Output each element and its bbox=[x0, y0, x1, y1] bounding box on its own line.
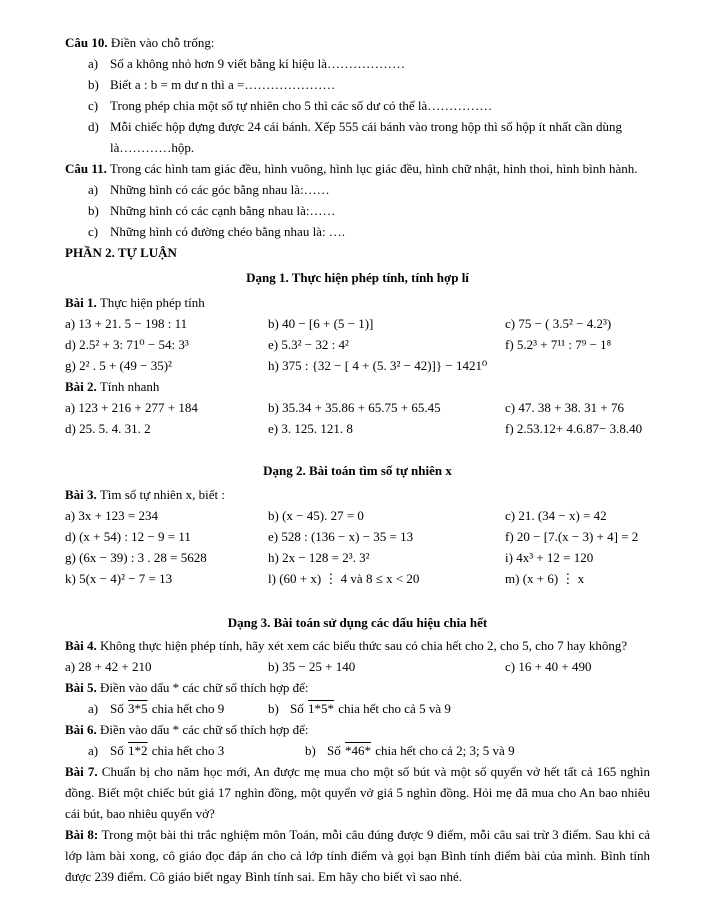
exercise-3-intro: Tìm số tự nhiên x, biết : bbox=[99, 487, 225, 502]
exercise-4-label: Bài 4. bbox=[65, 638, 97, 653]
starred-number: 1*5* bbox=[307, 701, 334, 716]
exercise-cell: e) 5.3² − 32 : 4² bbox=[268, 337, 349, 352]
exercise-5-heading bbox=[65, 677, 650, 698]
item-text: Những hình có các góc bằng nhau là:…… bbox=[110, 182, 330, 197]
item-text: Biết a : b = m dư n thì a =………………… bbox=[110, 77, 336, 92]
exercise-cell: a) 13 + 21. 5 − 198 : 11 bbox=[65, 316, 188, 331]
question-11-heading bbox=[65, 158, 650, 179]
item-marker: a) bbox=[88, 56, 99, 71]
starred-item bbox=[268, 698, 650, 719]
item-text: Số bbox=[327, 743, 344, 758]
item-text: chia hết cho cả 2; 3; 5 và 9 bbox=[371, 743, 515, 758]
word-problem-8 bbox=[65, 824, 650, 887]
item-text: chia hết cho 3 bbox=[148, 743, 225, 758]
exercise-cell: a) 123 + 216 + 277 + 184 bbox=[65, 400, 198, 415]
exercise-8-text: Trong một bài thi trắc nghiệm môn Toán, mỗi câu đúng được 9 điểm, mỗi câu sai trừ 3 điểm. Sau khi cả lớp làm bài xong, cô giáo đọc đáp án cho cả lớp tính điểm và gọi bạn Bình tính điểm bài của mình. Bình tính được 239 điểm. Cô giáo biết ngay Bình tính sai. Em hãy cho biết vì sao nhé. bbox=[65, 827, 650, 884]
exercise-cell: b) (x − 45). 27 = 0 bbox=[268, 508, 364, 523]
exercise-1-heading bbox=[65, 292, 650, 313]
item-marker: b) bbox=[268, 701, 279, 716]
item-marker: b) bbox=[305, 743, 316, 758]
exercise-cell: f) 5.2³ + 7¹¹ : 7⁹ − 1⁸ bbox=[505, 337, 612, 352]
section-2-title: PHẦN 2. TỰ LUẬN bbox=[65, 245, 177, 260]
exercise-row bbox=[65, 547, 650, 568]
item-marker: b) bbox=[88, 77, 99, 92]
question-10-heading bbox=[65, 32, 650, 53]
item-marker: a) bbox=[88, 701, 99, 716]
item-marker: c) bbox=[88, 224, 99, 239]
question-10-label: Câu 10. bbox=[65, 35, 108, 50]
exercise-cell: d) 25. 5. 4. 31. 2 bbox=[65, 421, 151, 436]
exercise-cell: b) 35.34 + 35.86 + 65.75 + 65.45 bbox=[268, 400, 441, 415]
item-text: Những hình có các cạnh bằng nhau là:…… bbox=[110, 203, 336, 218]
exercise-cell: c) 75 − ( 3.5² − 4.2³) bbox=[505, 316, 612, 331]
item-text: Số bbox=[290, 701, 307, 716]
exercise-cell: b) 35 − 25 + 140 bbox=[268, 659, 356, 674]
item-marker: a) bbox=[88, 182, 99, 197]
exercise-2-label: Bài 2. bbox=[65, 379, 97, 394]
exercise-cell bbox=[505, 355, 650, 376]
exercise-cell: g) 2² . 5 + (49 − 35)² bbox=[65, 358, 172, 373]
dang-1-heading: Dạng 1. Thực hiện phép tính, tính hợp lí bbox=[246, 270, 469, 285]
item-marker: b) bbox=[88, 203, 99, 218]
exercise-4-heading bbox=[65, 635, 650, 656]
exercise-cell: d) 2.5² + 3: 71⁰ − 54: 3³ bbox=[65, 337, 189, 352]
item-text: Những hình có đường chéo bằng nhau là: …. bbox=[110, 224, 346, 239]
exercise-cell: l) (60 + x) ⋮ 4 và 8 ≤ x < 20 bbox=[268, 571, 420, 586]
exercise-cell: h) 2x − 128 = 2³. 3² bbox=[268, 550, 370, 565]
starred-line bbox=[65, 740, 650, 761]
exercise-5-label: Bài 5. bbox=[65, 680, 97, 695]
exercise-cell: f) 20 − [7.(x − 3) + 4] = 2 bbox=[505, 529, 639, 544]
exercise-cell: f) 2.53.12+ 4.6.87− 3.8.40 bbox=[505, 421, 643, 436]
exercise-row bbox=[65, 418, 650, 439]
item-marker: a) bbox=[88, 743, 99, 758]
starred-number: *46* bbox=[344, 743, 371, 758]
exercise-cell: g) (6x − 39) : 3 . 28 = 5628 bbox=[65, 550, 207, 565]
exercise-6-label: Bài 6. bbox=[65, 722, 97, 737]
item-text: Trong phép chia một số tự nhiên cho 5 thì các số dư có thể là…………… bbox=[110, 98, 493, 113]
exercise-row bbox=[65, 526, 650, 547]
exercise-cell: a) 3x + 123 = 234 bbox=[65, 508, 159, 523]
exercise-cell: c) 47. 38 + 38. 31 + 76 bbox=[505, 400, 625, 415]
exercise-cell: c) 16 + 40 + 490 bbox=[505, 659, 592, 674]
starred-line bbox=[65, 698, 650, 719]
item-text: Số a không nhỏ hơn 9 viết bằng kí hiệu là……………… bbox=[110, 56, 406, 71]
exercise-row bbox=[65, 568, 650, 589]
exercise-row bbox=[65, 355, 650, 376]
exercise-5-intro: Điền vào dấu * các chữ số thích hợp để: bbox=[100, 680, 309, 695]
starred-item bbox=[88, 698, 268, 719]
exercise-2-heading bbox=[65, 376, 650, 397]
list-item bbox=[65, 179, 650, 200]
exercise-cell: e) 3. 125. 121. 8 bbox=[268, 421, 353, 436]
exercise-cell: k) 5(x − 4)² − 7 = 13 bbox=[65, 571, 173, 586]
exercise-2-intro: Tính nhanh bbox=[99, 379, 160, 394]
exercise-cell: e) 528 : (136 − x) − 35 = 13 bbox=[268, 529, 414, 544]
list-item bbox=[65, 116, 650, 158]
exercise-row bbox=[65, 505, 650, 526]
item-text: Mỗi chiếc hộp đựng được 24 cái bánh. Xếp 555 cái bánh vào trong hộp thì số hộp ít nhất cần dùng là…………hộp. bbox=[110, 119, 622, 155]
exercise-8-label: Bài 8: bbox=[65, 827, 99, 842]
exercise-row bbox=[65, 656, 650, 677]
exercise-cell: d) (x + 54) : 12 − 9 = 11 bbox=[65, 529, 191, 544]
starred-number: 1*2 bbox=[127, 743, 148, 758]
question-11-intro: Trong các hình tam giác đều, hình vuông, hình lục giác đều, hình chữ nhật, hình thoi, hình bình hành. bbox=[109, 161, 638, 176]
exercise-3-label: Bài 3. bbox=[65, 487, 97, 502]
item-marker: d) bbox=[88, 119, 99, 134]
item-text: chia hết cho cả 5 và 9 bbox=[334, 701, 451, 716]
list-item bbox=[65, 95, 650, 116]
starred-number: 3*5 bbox=[127, 701, 148, 716]
item-text: Số bbox=[110, 743, 127, 758]
question-10-intro: Điền vào chỗ trống: bbox=[110, 35, 215, 50]
starred-item bbox=[305, 740, 650, 761]
exercise-1-label: Bài 1. bbox=[65, 295, 97, 310]
list-item bbox=[65, 200, 650, 221]
exercise-cell: c) 21. (34 − x) = 42 bbox=[505, 508, 607, 523]
exercise-cell: i) 4x³ + 12 = 120 bbox=[505, 550, 594, 565]
exercise-1-intro: Thực hiện phép tính bbox=[99, 295, 205, 310]
exercise-row bbox=[65, 313, 650, 334]
list-item bbox=[65, 221, 650, 242]
exercise-3-heading bbox=[65, 484, 650, 505]
starred-item bbox=[88, 740, 305, 761]
word-problem-7 bbox=[65, 761, 650, 824]
exercise-row bbox=[65, 334, 650, 355]
item-text: Số bbox=[110, 701, 127, 716]
exercise-cell: h) 375 : {32 − [ 4 + (5. 3² − 42)]} − 1421⁰ bbox=[268, 358, 488, 373]
exercise-6-heading bbox=[65, 719, 650, 740]
item-marker: c) bbox=[88, 98, 99, 113]
dang-2-heading: Dạng 2. Bài toán tìm số tự nhiên x bbox=[263, 463, 452, 478]
exercise-cell: a) 28 + 42 + 210 bbox=[65, 659, 152, 674]
exercise-7-label: Bài 7. bbox=[65, 764, 98, 779]
exercise-cell: m) (x + 6) ⋮ x bbox=[505, 571, 585, 586]
list-item bbox=[65, 74, 650, 95]
exercise-4-intro: Không thực hiện phép tính, hãy xét xem các biểu thức sau có chia hết cho 2, cho 5, cho 7 hay không? bbox=[100, 638, 628, 653]
list-item bbox=[65, 53, 650, 74]
exercise-cell: b) 40 − [6 + (5 − 1)] bbox=[268, 316, 374, 331]
dang-3-heading: Dạng 3. Bài toán sử dụng các dấu hiệu chia hết bbox=[227, 615, 488, 630]
question-11-label: Câu 11. bbox=[65, 161, 107, 176]
exercise-row bbox=[65, 397, 650, 418]
exercise-6-intro: Điền vào dấu * các chữ số thích hợp để: bbox=[100, 722, 309, 737]
item-text: chia hết cho 9 bbox=[148, 701, 225, 716]
exercise-7-text: Chuẩn bị cho năm học mới, An được mẹ mua cho một số bút và một số quyển vở hết tất cả 165 nghìn đồng. Biết một chiếc bút giá 17 nghìn đồng, một quyển vở giá 5 nghìn đồng. Hỏi mẹ đã mua cho An bao nhiêu cái bút, bao nhiêu quyển vở? bbox=[65, 764, 650, 821]
